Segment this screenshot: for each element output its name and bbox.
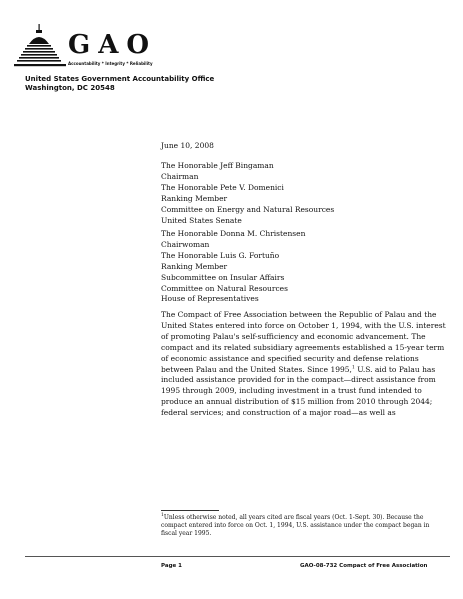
gao-logo	[14, 24, 158, 72]
page-number: Page 1	[161, 563, 183, 569]
body-text-end: U.S. aid to Palau has included assistance provided for in the compact—direct assistance from 1995 through 2009, including investment in a trust fund intended to produce an annual distribution of $15 million from 2010 through 2044; federal services; and construction of a major road—as well as	[161, 364, 436, 418]
logo-text: GAO	[68, 30, 158, 60]
recipient-line: Subcommittee on Insular Affairs	[161, 272, 285, 282]
report-label: GAO-08-732 Compact of Free Association	[300, 563, 428, 569]
footnote	[161, 514, 447, 538]
logo-tagline: Accountability * Integrity * Reliability	[68, 61, 153, 66]
recipient-line: United States Senate	[161, 215, 242, 225]
body-paragraph	[161, 310, 449, 419]
recipient-line: Committee on Energy and Natural Resources	[161, 204, 335, 214]
footnote-reference[interactable]: 1	[351, 365, 355, 371]
recipient-line: Ranking Member	[161, 193, 228, 203]
org-address: Washington, DC 20548	[25, 84, 115, 92]
recipients-senate	[161, 161, 451, 226]
recipient-line: House of Representatives	[161, 294, 259, 304]
letter-date: June 10, 2008	[161, 141, 214, 150]
body-text-start: The Compact of Free Association between the Republic of Palau and the United States entered into force on October 1, 1994, with the U.S. interest of promoting Palau's self-sufficiency and economic advancement. The compact and its related subsidiary agreements established a 15-year term of economic assistance and specified security and defense relations between Palau and the United States. Since 1995,	[161, 310, 446, 374]
recipient-line: The Honorable Luis G. Fortuño	[161, 250, 280, 260]
footnote-marker: 1	[161, 513, 164, 518]
recipient-line: Committee on Natural Resources	[161, 283, 288, 293]
recipient-line: Ranking Member	[161, 261, 228, 271]
recipient-line: Chairman	[161, 171, 199, 181]
footnote-divider	[161, 510, 219, 511]
footnote-text: Unless otherwise noted, all years cited are fiscal years (Oct. 1-Sept. 30). Because the compact entered into force on Oct. 1, 1994, U.S. assistance under the compact began in fiscal year 1995.	[161, 514, 430, 537]
capitol-dome-icon	[14, 24, 66, 70]
recipient-line: The Honorable Jeff Bingaman	[161, 161, 274, 170]
recipient-line: Chairwoman	[161, 239, 210, 249]
org-block	[25, 75, 214, 93]
recipient-line: The Honorable Pete V. Domenici	[161, 182, 284, 192]
org-name: United States Government Accountability Office	[25, 75, 215, 83]
recipients-house	[161, 229, 451, 305]
footer-divider	[25, 556, 450, 557]
recipient-line: The Honorable Donna M. Christensen	[161, 229, 306, 238]
